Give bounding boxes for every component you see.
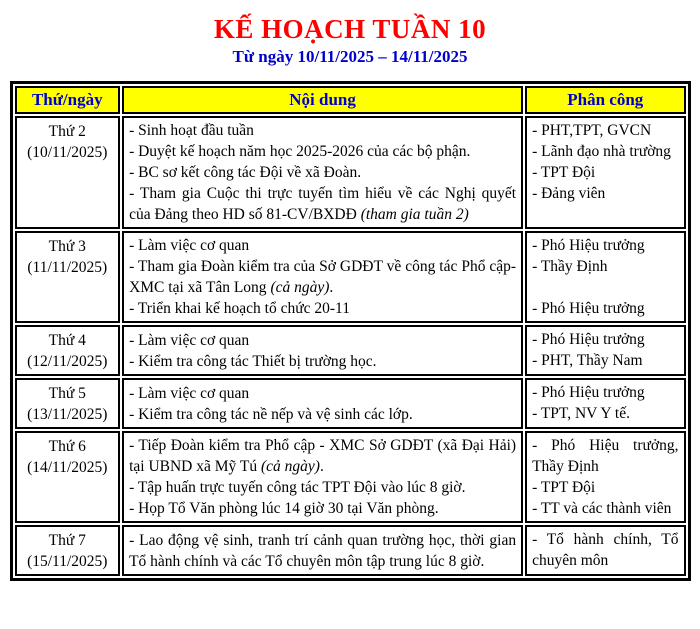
content-item-italic: (cả ngày) — [260, 458, 320, 475]
assignment-item: - TT và các thành viên — [532, 500, 672, 517]
assignment-item: - TPT Đội — [532, 164, 596, 181]
page-title: KẾ HOẠCH TUẦN 10 — [213, 14, 487, 44]
column-header-content: Nội dung — [122, 86, 523, 114]
table-row — [15, 231, 686, 323]
table-row — [15, 325, 686, 376]
content-item: - Tham gia Đoàn kiểm tra của Sở GDĐT về công tác Phổ cập-XMC tại xã Tân Long (cả ngày). — [129, 258, 517, 296]
day-date: (10/11/2025) — [27, 144, 108, 161]
content-cell — [122, 116, 523, 229]
assignment-item: - Thầy Định — [532, 258, 608, 275]
content-cell — [122, 378, 523, 429]
column-header-assignment: Phân công — [525, 86, 685, 114]
assignment-item: - TPT, NV Y tế. — [532, 405, 630, 422]
table-row — [15, 431, 686, 523]
content-cell — [122, 325, 523, 376]
day-cell — [15, 525, 121, 576]
assignment-cell — [525, 116, 685, 229]
schedule-table-header — [15, 86, 686, 114]
schedule-table-body — [15, 116, 686, 576]
day-cell — [15, 231, 121, 323]
content-item: - Làm việc cơ quan — [129, 331, 250, 349]
content-item: - Lao động vệ sinh, tranh trí cảnh quan trường học, thời gian Tổ hành chính và các Tổ chuyên môn tập trung lúc 8 giờ. — [129, 531, 517, 570]
day-cell — [15, 325, 121, 376]
column-header-day: Thứ/ngày — [15, 86, 121, 114]
day-label: Thứ 3 — [48, 238, 86, 255]
content-item: - Duyệt kế hoạch năm học 2025-2026 của các bộ phận. — [129, 143, 471, 160]
assignment-item: - Lãnh đạo nhà trường — [532, 143, 671, 160]
day-cell — [15, 378, 121, 429]
day-date: (14/11/2025) — [27, 459, 108, 476]
assignment-item: - Phó Hiệu trưởng — [532, 331, 645, 348]
assignment-item: - Đảng viên — [532, 185, 606, 202]
content-item: - Họp Tổ Văn phòng lúc 14 giờ 30 tại Văn phòng. — [129, 500, 439, 517]
content-cell — [122, 525, 523, 576]
table-row — [15, 525, 686, 576]
assignment-cell — [525, 378, 685, 429]
header-row — [15, 86, 686, 114]
content-item: - Kiểm tra công tác nề nếp và vệ sinh các lớp. — [129, 405, 413, 423]
day-cell — [15, 431, 121, 523]
day-label: Thứ 4 — [48, 332, 86, 349]
content-item: - Kiểm tra công tác Thiết bị trường học. — [129, 352, 377, 370]
day-date: (12/11/2025) — [27, 353, 108, 370]
content-item: - Tham gia Cuộc thi trực tuyến tìm hiểu về các Nghị quyết của Đảng theo HD số 81-CV/BXDĐ (tham gia tuần 2) — [129, 185, 517, 223]
page-subtitle: Từ ngày 10/11/2025 – 14/11/2025 — [232, 47, 468, 66]
assignment-cell — [525, 525, 685, 576]
content-item-italic: (tham gia tuần 2) — [360, 206, 469, 223]
content-cell — [122, 431, 523, 523]
assignment-item: - Phó Hiệu trưởng, Thầy Định — [532, 437, 679, 475]
day-label: Thứ 7 — [48, 532, 86, 549]
day-cell — [15, 116, 121, 229]
schedule-table — [10, 81, 691, 581]
content-item: - Triển khai kế hoạch tổ chức 20-11 — [129, 300, 350, 317]
content-item-italic: (cả ngày) — [270, 279, 330, 296]
content-item: - Tiếp Đoàn kiểm tra Phổ cập - XMC Sở GDĐT (xã Đại Hải) tại UBND xã Mỹ Tú (cả ngày). — [129, 437, 517, 475]
assignment-item: - Phó Hiệu trưởng — [532, 237, 645, 254]
assignment-cell — [525, 325, 685, 376]
assignment-item: - PHT,TPT, GVCN — [532, 122, 652, 139]
assignment-item: - Phó Hiệu trưởng — [532, 384, 645, 401]
content-cell — [122, 231, 523, 323]
content-item: - Tập huấn trực tuyến công tác TPT Đội vào lúc 8 giờ. — [129, 479, 466, 496]
day-label: Thứ 5 — [48, 385, 86, 402]
content-item: - Làm việc cơ quan — [129, 237, 250, 254]
content-item: - BC sơ kết công tác Đội về xã Đoàn. — [129, 164, 362, 181]
assignment-item: - Tổ hành chính, Tổ chuyên môn — [532, 531, 679, 569]
assignment-item: - TPT Đội — [532, 479, 596, 496]
day-date: (15/11/2025) — [27, 553, 108, 570]
day-date: (11/11/2025) — [27, 259, 108, 276]
assignment-item — [532, 277, 678, 298]
table-row — [15, 378, 686, 429]
content-item: - Sinh hoạt đầu tuần — [129, 122, 254, 139]
day-label: Thứ 6 — [48, 438, 86, 455]
content-item: - Làm việc cơ quan — [129, 384, 250, 402]
assignment-cell — [525, 431, 685, 523]
table-row — [15, 116, 686, 229]
day-label: Thứ 2 — [48, 123, 86, 140]
assignment-cell — [525, 231, 685, 323]
assignment-item: - Phó Hiệu trưởng — [532, 300, 645, 317]
day-date: (13/11/2025) — [27, 406, 108, 423]
assignment-item: - PHT, Thầy Nam — [532, 352, 643, 369]
